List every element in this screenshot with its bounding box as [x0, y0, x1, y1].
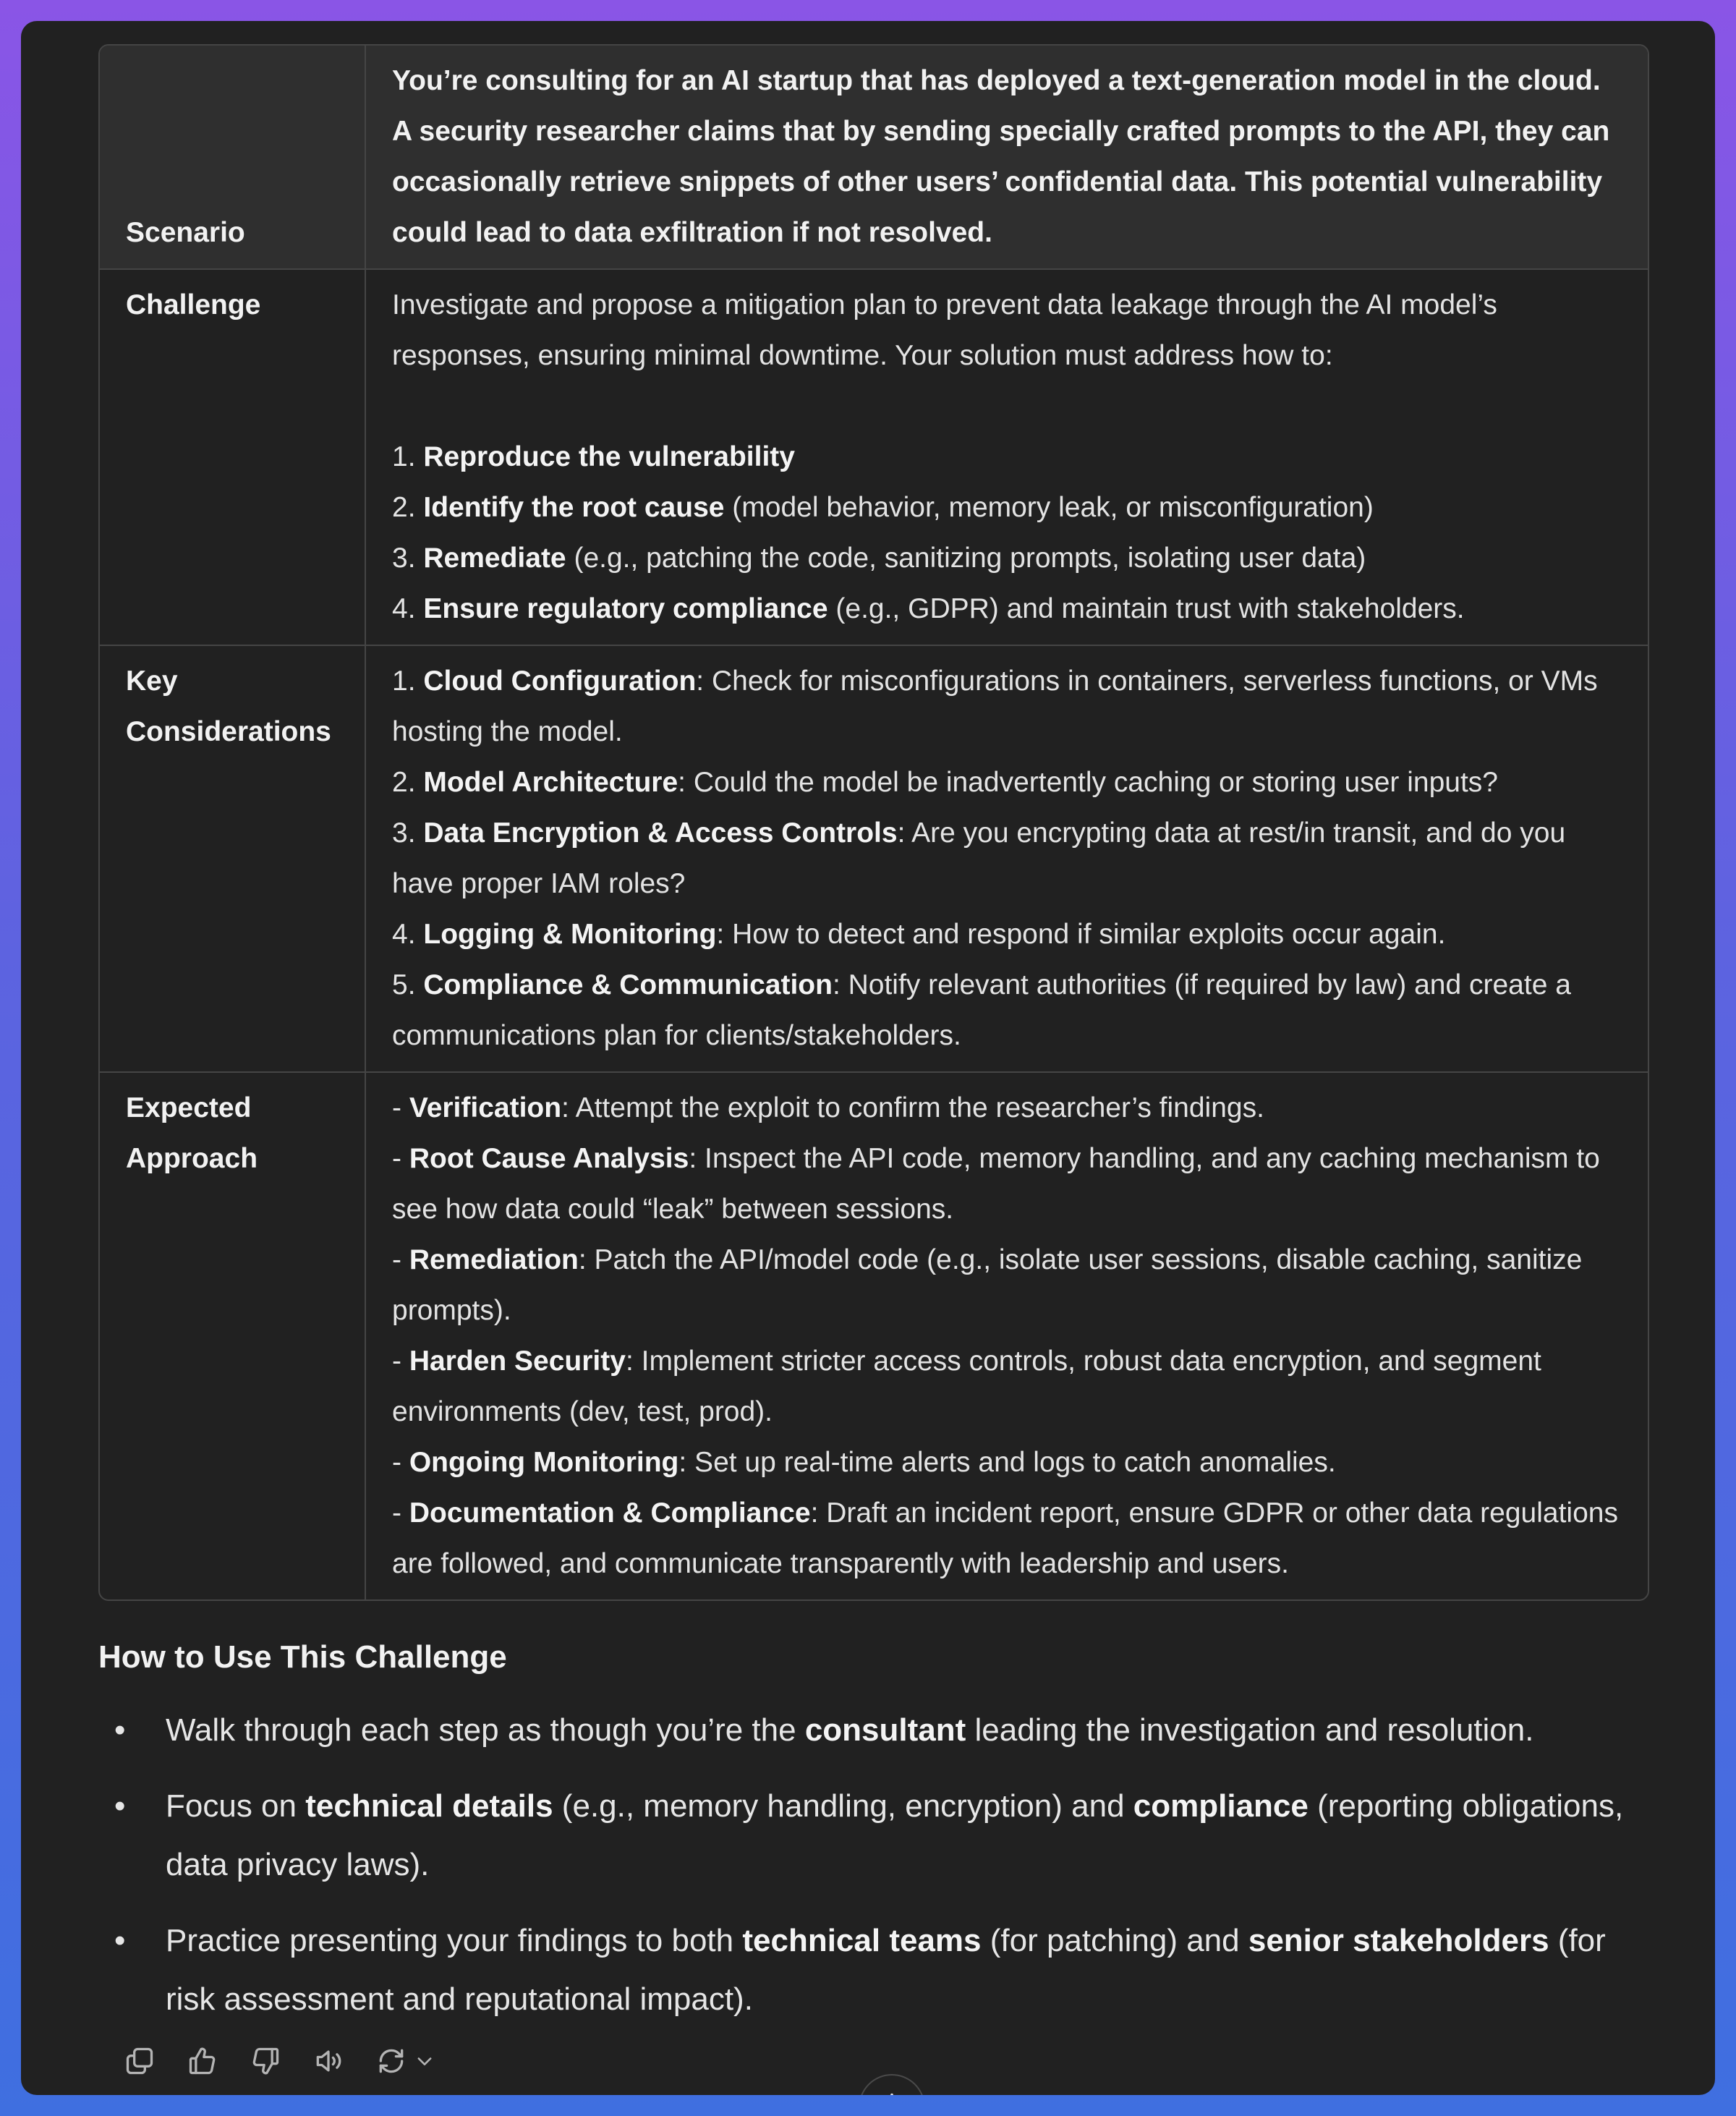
table-header-label: Scenario: [100, 46, 366, 270]
list-item: 4. Ensure regulatory compliance (e.g., GDPR) and maintain trust with stakeholders.: [392, 593, 1465, 624]
copy-button[interactable]: [119, 2041, 160, 2081]
chevron-down-icon: [414, 2051, 435, 2071]
list-item: 3. Remediate (e.g., patching the code, sanitizing prompts, isolating user data): [392, 543, 1366, 574]
table-header-row: [100, 46, 1648, 270]
list-item: • Walk through each step as though you’re the consultant leading the investigation and resolution.: [98, 1701, 1661, 1759]
section-heading: How to Use This Challenge: [98, 1639, 507, 1675]
row-label-approach: Expected Approach: [100, 1073, 366, 1599]
row-content-approach: [366, 1073, 1648, 1599]
list-item: - Root Cause Analysis: Inspect the API code, memory handling, and any caching mechanism to see how data could “leak” between sessions.: [392, 1143, 1600, 1225]
list-item: 1. Reproduce the vulnerability: [392, 441, 795, 472]
row-content-challenge: [366, 270, 1648, 646]
list-item: - Harden Security: Implement stricter access controls, robust data encryption, and segment environments (dev, test, prod).: [392, 1346, 1541, 1427]
list-item: 3. Data Encryption & Access Controls: Are you encrypting data at rest/in transit, and do you have proper IAM roles?: [392, 817, 1566, 899]
row-label-challenge: Challenge: [100, 270, 366, 646]
regenerate-icon: [375, 2045, 407, 2077]
table-row: [100, 1073, 1648, 1599]
arrow-down-icon: [877, 2090, 906, 2095]
thumbs-up-icon: [187, 2045, 218, 2077]
bad-response-button[interactable]: [245, 2041, 286, 2081]
model-switch-button[interactable]: [412, 2041, 438, 2081]
assistant-message: [98, 44, 1646, 2017]
copy-icon: [124, 2045, 156, 2077]
message-actions-toolbar: [119, 2039, 460, 2083]
scroll-to-bottom-button[interactable]: [859, 2074, 925, 2095]
list-item: 2. Model Architecture: Could the model be inadvertently caching or storing user inputs?: [392, 767, 1498, 798]
chat-window: [21, 21, 1715, 2095]
table-row: [100, 646, 1648, 1073]
row-label-considerations: Key Considerations: [100, 646, 366, 1073]
thumbs-down-icon: [250, 2045, 281, 2077]
good-response-button[interactable]: [182, 2041, 223, 2081]
list-item: • Focus on technical details (e.g., memory handling, encryption) and compliance (reporting obligations, data privacy laws).: [98, 1777, 1661, 1894]
challenge-intro: Investigate and propose a mitigation plan to prevent data leakage through the AI model’s responses, ensuring minimal downtime. Your solution must address how to:: [392, 289, 1497, 371]
list-item: • Practice presenting your findings to both technical teams (for patching) and senior stakeholders (for risk assessment and reputational impact).: [98, 1911, 1661, 2028]
regenerate-button[interactable]: [371, 2041, 412, 2081]
read-aloud-icon: [312, 2045, 344, 2077]
table-row: [100, 270, 1648, 646]
list-item: 5. Compliance & Communication: Notify relevant authorities (if required by law) and create a communications plan for clients/stakeholders.: [392, 969, 1571, 1051]
spacer: [392, 381, 1622, 432]
bullet-icon: •: [114, 1712, 126, 1748]
row-content-considerations: [366, 646, 1648, 1073]
list-item: - Documentation & Compliance: Draft an incident report, ensure GDPR or other data regulations are followed, and communicate transparently with leadership and users.: [392, 1497, 1618, 1579]
read-aloud-button[interactable]: [308, 2041, 349, 2081]
how-to-list: [98, 1701, 1661, 2046]
bullet-icon: •: [114, 1923, 126, 1958]
list-item: 2. Identify the root cause (model behavior, memory leak, or misconfiguration): [392, 492, 1374, 523]
list-item: 4. Logging & Monitoring: How to detect and respond if similar exploits occur again.: [392, 919, 1446, 950]
list-item: - Verification: Attempt the exploit to confirm the researcher’s findings.: [392, 1092, 1264, 1123]
list-item: 1. Cloud Configuration: Check for misconfigurations in containers, serverless functions, or VMs hosting the model.: [392, 666, 1598, 747]
list-item: - Ongoing Monitoring: Set up real-time alerts and logs to catch anomalies.: [392, 1447, 1336, 1478]
bullet-icon: •: [114, 1788, 126, 1824]
list-item: - Remediation: Patch the API/model code (e.g., isolate user sessions, disable caching, sanitize prompts).: [392, 1244, 1583, 1326]
challenge-table: [98, 44, 1649, 1601]
table-header-text: You’re consulting for an AI startup that has deployed a text-generation model in the cloud. A security researcher claims that by sending specially crafted prompts to the API, they can occasionally retrieve snippets of other users’ confidential data. This potential vulnerability could lead to data exfiltration if not resolved.: [366, 46, 1648, 270]
